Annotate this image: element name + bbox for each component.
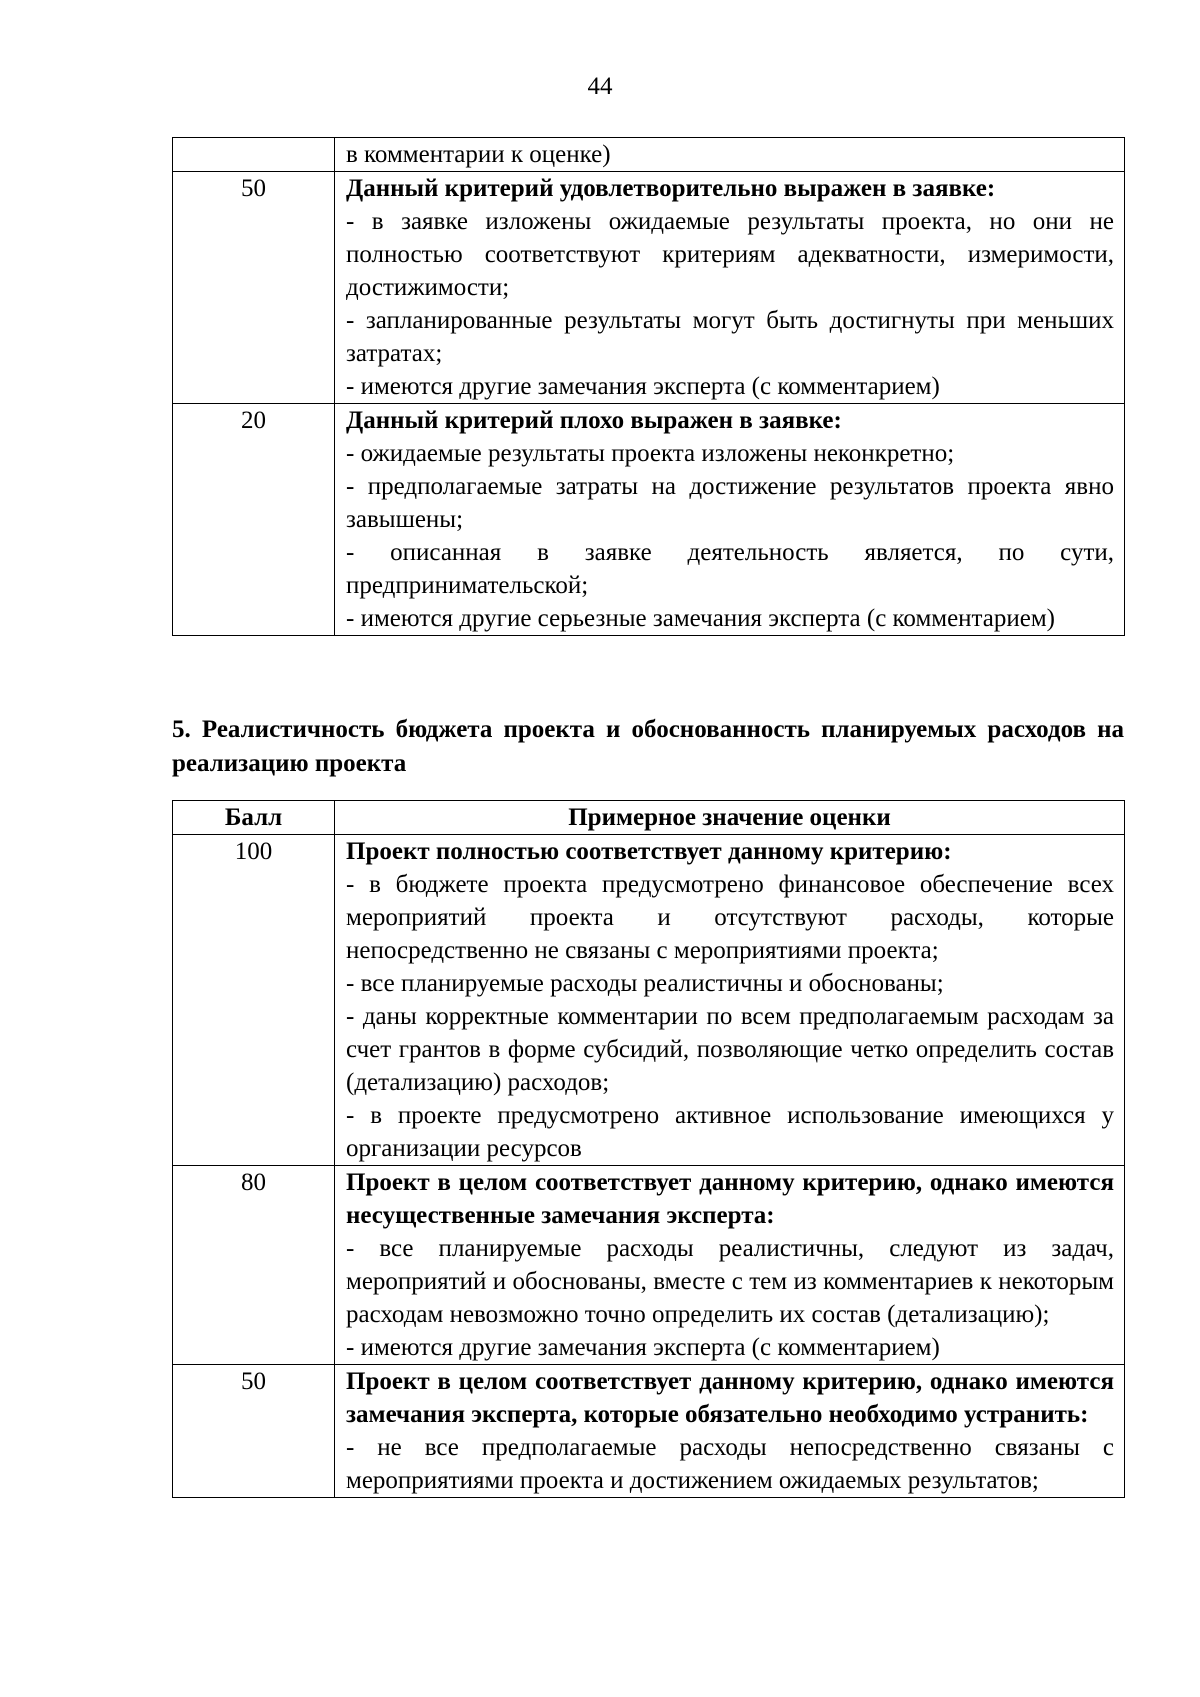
description-cell bbox=[335, 835, 1125, 1166]
score-cell: 50 bbox=[173, 1365, 335, 1498]
score-cell bbox=[173, 138, 335, 172]
table-row bbox=[173, 404, 1125, 636]
description-cell bbox=[335, 138, 1125, 172]
list-item: - описанная в заявке деятельность является, по сути, предпринимательской; bbox=[346, 539, 1114, 599]
list-item: - запланированные результаты могут быть достигнуты при меньших затратах; bbox=[346, 307, 1114, 367]
row-heading: Проект в целом соответствует данному критерию, однако имеются несущественные замечания эксперта: bbox=[346, 1169, 1114, 1229]
list-item: - все планируемые расходы реалистичны, следуют из задач, мероприятий и обоснованы, вместе с тем из комментариев к некоторым расходам невозможно точно определить их состав (детализацию); bbox=[346, 1235, 1114, 1328]
table-header-row bbox=[173, 801, 1125, 835]
section-heading: 5. Реалистичность бюджета проекта и обоснованность планируемых расходов на реализацию проекта bbox=[172, 716, 1124, 777]
criteria-table-continued bbox=[172, 137, 1125, 636]
table-row bbox=[173, 835, 1125, 1166]
list-item: - предполагаемые затраты на достижение результатов проекта явно завышены; bbox=[346, 473, 1114, 533]
list-item: - в бюджете проекта предусмотрено финансовое обеспечение всех мероприятий проекта и отсутствуют расходы, которые непосредственно не связаны с мероприятиями проекта; bbox=[346, 871, 1114, 964]
row-heading: Проект полностью соответствует данному критерию: bbox=[346, 838, 952, 865]
score-cell: 80 bbox=[173, 1166, 335, 1365]
row-heading: Данный критерий удовлетворительно выражен в заявке: bbox=[346, 175, 996, 202]
description-cell bbox=[335, 172, 1125, 404]
description-cell bbox=[335, 1365, 1125, 1498]
list-item: - имеются другие серьезные замечания эксперта (с комментарием) bbox=[346, 605, 1056, 632]
score-cell: 100 bbox=[173, 835, 335, 1166]
list-item: в комментарии к оценке) bbox=[346, 141, 611, 168]
row-heading: Данный критерий плохо выражен в заявке: bbox=[346, 407, 842, 434]
list-item: - в заявке изложены ожидаемые результаты проекта, но они не полностью соответствуют критериям адекватности, измеримости, достижимости; bbox=[346, 208, 1114, 301]
page-number: 44 bbox=[587, 73, 613, 100]
list-item: - в проекте предусмотрено активное использование имеющихся у организации ресурсов bbox=[346, 1102, 1114, 1162]
table-row bbox=[173, 1166, 1125, 1365]
description-column-header: Примерное значение оценки bbox=[335, 801, 1125, 835]
table-row bbox=[173, 172, 1125, 404]
score-cell: 20 bbox=[173, 404, 335, 636]
budget-criteria-table bbox=[172, 800, 1125, 1498]
score-cell: 50 bbox=[173, 172, 335, 404]
list-item: - даны корректные комментарии по всем предполагаемым расходам за счет грантов в форме субсидий, позволяющие четко определить состав (детализацию) расходов; bbox=[346, 1003, 1114, 1096]
description-cell bbox=[335, 404, 1125, 636]
score-column-header: Балл bbox=[173, 801, 335, 835]
table-row bbox=[173, 1365, 1125, 1498]
table-row bbox=[173, 138, 1125, 172]
list-item: - все планируемые расходы реалистичны и обоснованы; bbox=[346, 970, 944, 997]
list-item: - ожидаемые результаты проекта изложены неконкретно; bbox=[346, 440, 955, 467]
list-item: - имеются другие замечания эксперта (с комментарием) bbox=[346, 373, 940, 400]
description-cell bbox=[335, 1166, 1125, 1365]
list-item: - не все предполагаемые расходы непосредственно связаны с мероприятиями проекта и достижением ожидаемых результатов; bbox=[346, 1434, 1114, 1494]
row-heading: Проект в целом соответствует данному критерию, однако имеются замечания эксперта, которые обязательно необходимо устранить: bbox=[346, 1368, 1114, 1428]
list-item: - имеются другие замечания эксперта (с комментарием) bbox=[346, 1334, 940, 1361]
